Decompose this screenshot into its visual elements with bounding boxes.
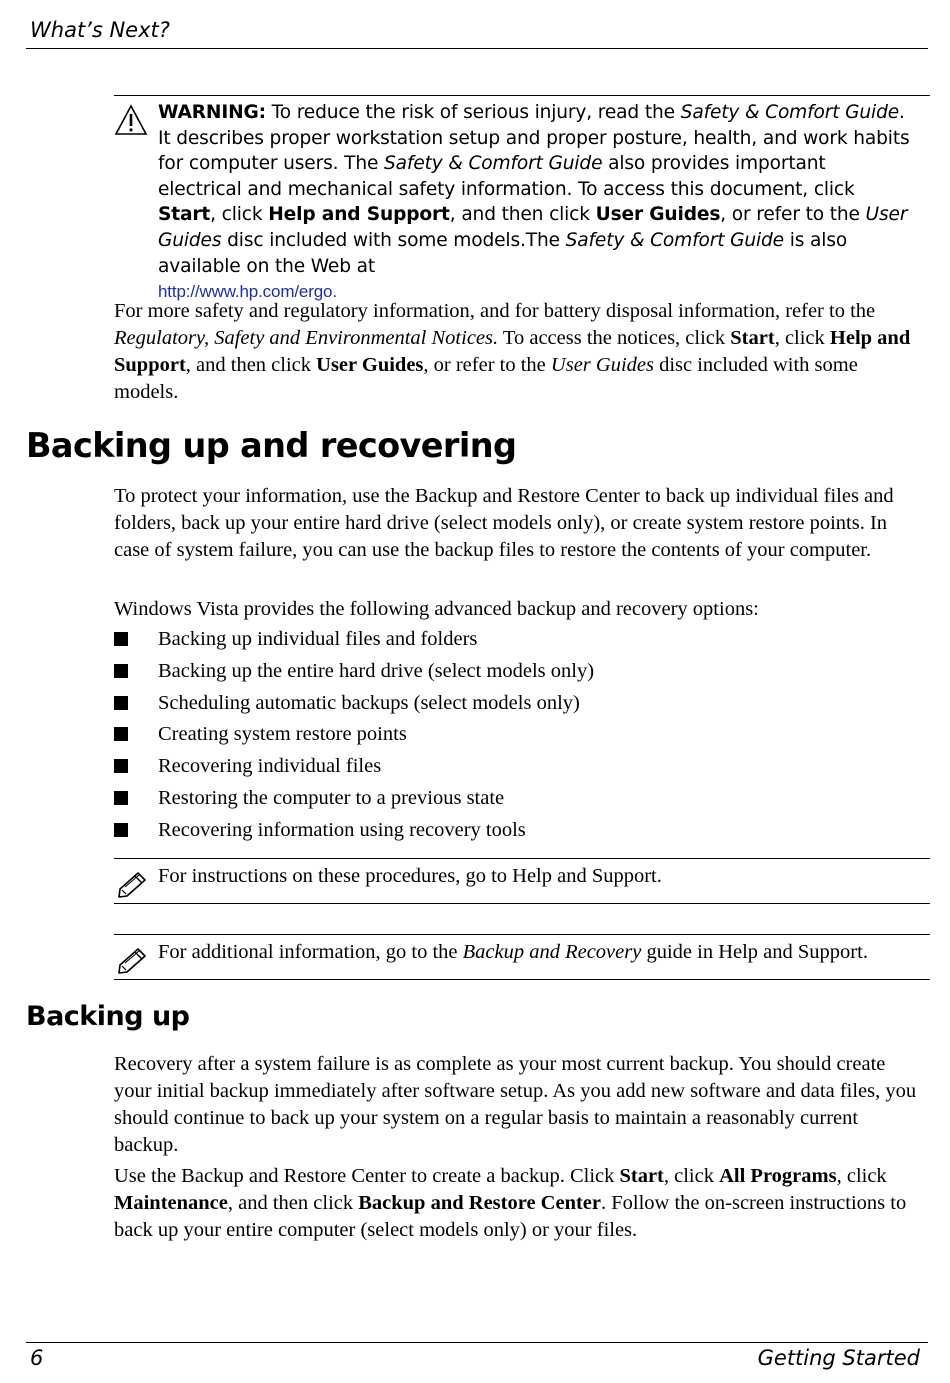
guide-title: Safety & Comfort Guide — [384, 153, 603, 175]
paragraph-text-part: . Follow the on-screen instructions to back up your entire computer (select models only) or your files. — [114, 1192, 907, 1241]
footer-rule — [26, 1342, 928, 1343]
help-and-support-term: Help and Support — [268, 204, 450, 226]
options-lead-text: Windows Vista provides the following advanced backup and recovery options: — [114, 598, 759, 620]
list-item — [114, 753, 914, 785]
warning-triangle-icon — [114, 104, 148, 136]
safety-text-part: To access the notices, click — [498, 327, 731, 349]
options-lead — [114, 596, 926, 623]
user-guides-term: User Guides — [595, 204, 721, 226]
list-item-text: Recovering information using recovery tools — [158, 818, 526, 841]
square-bullet-icon — [114, 823, 128, 837]
user-guides-term: User Guides — [316, 354, 424, 376]
list-item — [114, 690, 914, 722]
paragraph-text-part: , click — [663, 1165, 720, 1187]
section-intro — [114, 483, 926, 564]
header-rule — [26, 48, 928, 49]
paragraph-text-part: , click — [836, 1165, 887, 1187]
page-number: 6 — [30, 1346, 44, 1370]
list-item — [114, 785, 914, 817]
list-item-text: Creating system restore points — [158, 723, 407, 746]
square-bullet-icon — [114, 632, 128, 646]
note-pencil-icon — [116, 945, 150, 975]
square-bullet-icon — [114, 696, 128, 710]
start-term: Start — [730, 327, 775, 349]
square-bullet-icon — [114, 664, 128, 678]
user-guides-disc-title: User Guides — [158, 204, 908, 251]
start-term: Start — [619, 1165, 664, 1187]
guide-title: Safety & Comfort Guide — [680, 102, 900, 123]
options-list — [114, 626, 914, 849]
warning-text-part: To reduce the risk of serious injury, read the — [265, 102, 681, 123]
list-item — [114, 658, 914, 690]
list-item — [114, 721, 914, 753]
running-header: What’s Next? — [30, 18, 170, 42]
warning-text-part: . It describes proper workstation setup and proper posture, health, and work habits for computer users. The — [158, 102, 910, 175]
help-and-support-term: Help and Support — [114, 327, 911, 376]
warning-text — [158, 100, 910, 305]
warning-text-part: disc included with some models.The — [221, 229, 566, 251]
user-guides-disc-title: User Guides — [550, 354, 654, 376]
warning-text-part: , click — [210, 204, 269, 226]
square-bullet-icon — [114, 791, 128, 805]
safety-text-part: For more safety and regulatory information, and for battery disposal information, refer to the — [114, 300, 876, 322]
safety-text-part: , and then click — [185, 354, 317, 376]
warning-text-part: . — [332, 282, 337, 302]
list-item-text: Recovering individual files — [158, 755, 382, 778]
maintenance-term: Maintenance — [114, 1192, 228, 1214]
guide-title: Backup and Recovery — [462, 941, 642, 963]
subsection-heading: Backing up — [26, 1001, 190, 1032]
safety-paragraph — [114, 298, 926, 406]
list-item-text: Backing up the entire hard drive (select models only) — [158, 659, 595, 682]
warning-text-part: , or refer to the — [720, 204, 866, 226]
note-text — [158, 939, 868, 966]
safety-text-part: disc included with some models. — [114, 354, 858, 403]
warning-label: WARNING: — [158, 102, 266, 123]
warning-text-part: , and then click — [449, 204, 596, 226]
list-item-text: Scheduling automatic backups (select models only) — [158, 691, 580, 714]
ergo-link[interactable]: http://www.hp.com/ergo — [158, 282, 333, 302]
paragraph-text-part: , and then click — [227, 1192, 359, 1214]
list-item — [114, 626, 914, 658]
safety-text-part: , or refer to the — [423, 354, 551, 376]
guide-title: Safety & Comfort Guide — [565, 229, 784, 251]
all-programs-term: All Programs — [719, 1165, 837, 1187]
note-text-part: guide in Help and Support. — [641, 941, 868, 963]
square-bullet-icon — [114, 759, 128, 773]
note-box — [114, 858, 930, 904]
safety-text-part: , click — [774, 327, 830, 349]
note-pencil-icon — [116, 869, 150, 899]
paragraph-text: Recovery after a system failure is as complete as your most current backup. You should create your initial backup immediately after software setup. As you add new software and data files, you should continue to back up your system on a regular basis to maintain a reasonably current backup. — [114, 1053, 917, 1156]
start-term: Start — [158, 204, 211, 226]
backing-up-paragraph — [114, 1051, 926, 1159]
list-item-text: Restoring the computer to a previous state — [158, 786, 505, 809]
backup-instructions-paragraph — [114, 1163, 926, 1244]
backup-restore-center-term: Backup and Restore Center — [358, 1192, 602, 1214]
paragraph-text-part: Use the Backup and Restore Center to create a backup. Click — [114, 1165, 620, 1187]
notices-title: Regulatory, Safety and Environmental Notices. — [114, 327, 499, 349]
book-title: Getting Started — [757, 1346, 920, 1370]
list-item-text: Backing up individual files and folders — [158, 628, 478, 650]
list-item — [114, 817, 914, 849]
square-bullet-icon — [114, 727, 128, 741]
warning-box — [114, 95, 930, 302]
intro-text: To protect your information, use the Backup and Restore Center to back up individual files and folders, back up your entire hard drive (select models only), or create system restore points. In case of system failure, you can use the backup files to restore the contents of your computer. — [114, 485, 894, 561]
note-text-part: For additional information, go to the — [158, 941, 463, 963]
note-text: For instructions on these procedures, go to Help and Support. — [158, 865, 662, 887]
note-box — [114, 934, 930, 980]
warning-text-part: is also available on the Web at — [158, 229, 848, 277]
section-heading: Backing up and recovering — [26, 426, 517, 465]
warning-text-part: also provides important electrical and mechanical safety information. To access this document, click — [158, 153, 855, 200]
